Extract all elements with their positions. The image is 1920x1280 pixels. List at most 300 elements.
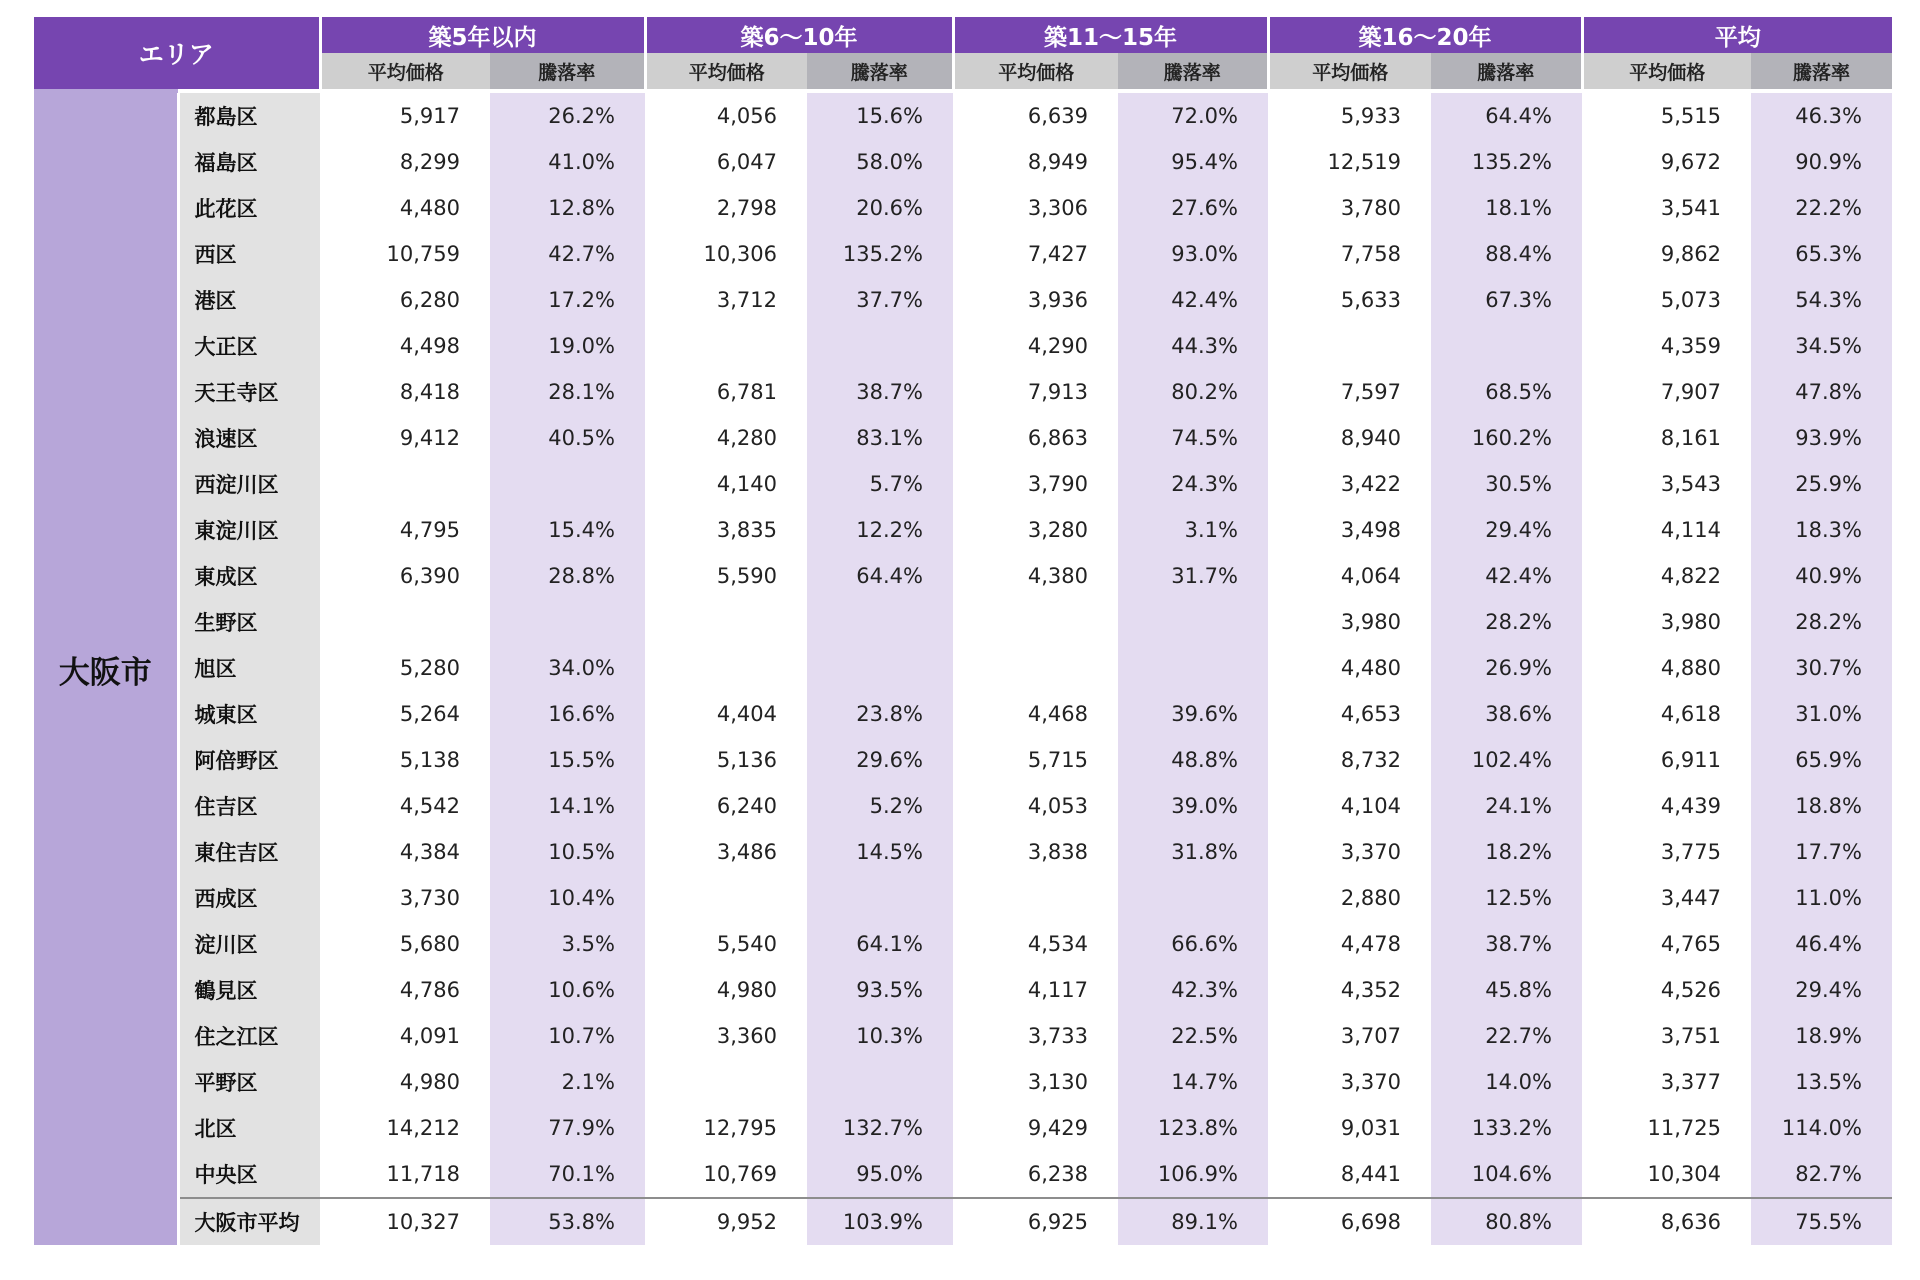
table-row [34, 599, 1892, 645]
rate-cell: 104.6% [1431, 1151, 1582, 1198]
ward-name: 西区 [178, 231, 320, 277]
table-row [34, 921, 1892, 967]
ward-name: 鶴見区 [178, 967, 320, 1013]
price-cell: 10,759 [320, 231, 490, 277]
table-row [34, 139, 1892, 185]
rate-cell: 24.1% [1431, 783, 1582, 829]
price-cell: 6,280 [320, 277, 490, 323]
price-cell [953, 599, 1118, 645]
rate-cell: 13.5% [1751, 1059, 1892, 1105]
rate-cell: 30.7% [1751, 645, 1892, 691]
table-row [34, 369, 1892, 415]
ward-name: 此花区 [178, 185, 320, 231]
price-cell: 8,441 [1268, 1151, 1431, 1198]
rate-cell: 3.5% [490, 921, 645, 967]
rate-cell: 82.7% [1751, 1151, 1892, 1198]
price-cell: 9,672 [1582, 139, 1751, 185]
rate-cell: 64.4% [807, 553, 953, 599]
price-cell: 5,073 [1582, 277, 1751, 323]
group-header-average: 平均 [1582, 17, 1892, 53]
ward-name: 東住吉区 [178, 829, 320, 875]
rate-cell: 17.2% [490, 277, 645, 323]
rate-cell: 29.4% [1431, 507, 1582, 553]
rate-cell: 31.8% [1118, 829, 1268, 875]
rate-cell: 89.1% [1118, 1198, 1268, 1245]
price-cell: 4,053 [953, 783, 1118, 829]
rate-cell: 103.9% [807, 1198, 953, 1245]
price-cell: 7,597 [1268, 369, 1431, 415]
price-cell: 14,212 [320, 1105, 490, 1151]
rate-cell: 135.2% [807, 231, 953, 277]
rate-cell: 47.8% [1751, 369, 1892, 415]
price-cell [320, 461, 490, 507]
ward-name: 旭区 [178, 645, 320, 691]
price-cell: 3,780 [1268, 185, 1431, 231]
rate-cell: 39.0% [1118, 783, 1268, 829]
rate-cell: 22.2% [1751, 185, 1892, 231]
rate-cell: 10.3% [807, 1013, 953, 1059]
price-cell: 3,130 [953, 1059, 1118, 1105]
sub-header-rate: 騰落率 [807, 53, 953, 89]
price-cell: 3,498 [1268, 507, 1431, 553]
price-cell: 3,360 [645, 1013, 807, 1059]
price-cell: 9,952 [645, 1198, 807, 1245]
table-row [34, 1105, 1892, 1151]
rate-cell: 31.0% [1751, 691, 1892, 737]
price-cell: 2,880 [1268, 875, 1431, 921]
rate-cell: 24.3% [1118, 461, 1268, 507]
price-cell: 4,117 [953, 967, 1118, 1013]
price-cell: 8,299 [320, 139, 490, 185]
price-cell: 3,775 [1582, 829, 1751, 875]
rate-cell: 11.0% [1751, 875, 1892, 921]
group-header-11-15y: 築11～15年 [953, 17, 1268, 53]
table-row [34, 415, 1892, 461]
table-row [34, 967, 1892, 1013]
price-cell: 3,790 [953, 461, 1118, 507]
rate-cell: 133.2% [1431, 1105, 1582, 1151]
rate-cell: 90.9% [1751, 139, 1892, 185]
rate-cell: 38.7% [807, 369, 953, 415]
rate-cell: 39.6% [1118, 691, 1268, 737]
rate-cell: 18.3% [1751, 507, 1892, 553]
price-cell: 8,940 [1268, 415, 1431, 461]
price-cell [645, 323, 807, 369]
rate-cell: 80.8% [1431, 1198, 1582, 1245]
price-cell: 4,439 [1582, 783, 1751, 829]
price-cell: 7,913 [953, 369, 1118, 415]
sub-header-price: 平均価格 [953, 53, 1118, 89]
rate-cell: 88.4% [1431, 231, 1582, 277]
rate-cell: 132.7% [807, 1105, 953, 1151]
rate-cell: 31.7% [1118, 553, 1268, 599]
table-row [34, 93, 1892, 139]
rate-cell: 14.0% [1431, 1059, 1582, 1105]
price-cell: 4,468 [953, 691, 1118, 737]
price-cell: 4,352 [1268, 967, 1431, 1013]
rate-cell: 68.5% [1431, 369, 1582, 415]
rate-cell: 28.2% [1751, 599, 1892, 645]
rate-cell: 160.2% [1431, 415, 1582, 461]
rate-cell: 18.8% [1751, 783, 1892, 829]
price-cell: 4,480 [320, 185, 490, 231]
price-cell: 8,636 [1582, 1198, 1751, 1245]
price-cell: 3,751 [1582, 1013, 1751, 1059]
rate-cell: 5.7% [807, 461, 953, 507]
rate-cell: 40.5% [490, 415, 645, 461]
ward-name: 都島区 [178, 93, 320, 139]
price-cell: 3,980 [1268, 599, 1431, 645]
table-row [34, 553, 1892, 599]
rate-cell: 135.2% [1431, 139, 1582, 185]
rate-cell: 15.6% [807, 93, 953, 139]
price-cell: 4,380 [953, 553, 1118, 599]
price-cell: 9,862 [1582, 231, 1751, 277]
rate-cell: 80.2% [1118, 369, 1268, 415]
price-cell: 3,370 [1268, 1059, 1431, 1105]
rate-cell: 22.7% [1431, 1013, 1582, 1059]
price-cell: 6,240 [645, 783, 807, 829]
price-cell: 4,404 [645, 691, 807, 737]
price-cell: 3,835 [645, 507, 807, 553]
rate-cell: 48.8% [1118, 737, 1268, 783]
rate-cell: 27.6% [1118, 185, 1268, 231]
ward-name: 西成区 [178, 875, 320, 921]
rate-cell: 10.4% [490, 875, 645, 921]
price-cell [645, 599, 807, 645]
group-header-6-10y: 築6～10年 [645, 17, 953, 53]
rate-cell: 29.4% [1751, 967, 1892, 1013]
price-cell: 9,429 [953, 1105, 1118, 1151]
price-cell: 5,136 [645, 737, 807, 783]
price-cell: 4,542 [320, 783, 490, 829]
ward-name: 平野区 [178, 1059, 320, 1105]
price-cell: 4,795 [320, 507, 490, 553]
rate-cell: 25.9% [1751, 461, 1892, 507]
table-row [34, 1151, 1892, 1198]
rate-cell: 95.0% [807, 1151, 953, 1198]
rate-cell: 65.3% [1751, 231, 1892, 277]
rate-cell: 28.1% [490, 369, 645, 415]
group-header-within-5y: 築5年以内 [320, 17, 645, 53]
price-cell: 12,519 [1268, 139, 1431, 185]
rate-cell [807, 599, 953, 645]
price-cell: 5,633 [1268, 277, 1431, 323]
rate-cell: 42.3% [1118, 967, 1268, 1013]
price-cell [645, 875, 807, 921]
price-cell: 3,543 [1582, 461, 1751, 507]
price-cell: 6,047 [645, 139, 807, 185]
rate-cell: 14.1% [490, 783, 645, 829]
rate-cell: 93.5% [807, 967, 953, 1013]
rate-cell: 75.5% [1751, 1198, 1892, 1245]
table-row [34, 783, 1892, 829]
price-cell: 6,925 [953, 1198, 1118, 1245]
rate-cell: 83.1% [807, 415, 953, 461]
rate-cell: 42.7% [490, 231, 645, 277]
price-cell: 11,718 [320, 1151, 490, 1198]
rate-cell: 10.7% [490, 1013, 645, 1059]
area-header: エリア [34, 17, 320, 89]
rate-cell [807, 1059, 953, 1105]
price-cell: 3,541 [1582, 185, 1751, 231]
rate-cell: 95.4% [1118, 139, 1268, 185]
rate-cell: 17.7% [1751, 829, 1892, 875]
rate-cell: 77.9% [490, 1105, 645, 1151]
sub-header-price: 平均価格 [1268, 53, 1431, 89]
rate-cell: 10.5% [490, 829, 645, 875]
ward-name: 浪速区 [178, 415, 320, 461]
average-row [34, 1198, 1892, 1245]
price-cell: 4,480 [1268, 645, 1431, 691]
rate-cell: 30.5% [1431, 461, 1582, 507]
rate-cell: 12.8% [490, 185, 645, 231]
price-cell [953, 645, 1118, 691]
sub-header-rate: 騰落率 [1751, 53, 1892, 89]
price-cell: 5,138 [320, 737, 490, 783]
table-row [34, 645, 1892, 691]
price-cell: 6,911 [1582, 737, 1751, 783]
price-cell: 5,917 [320, 93, 490, 139]
ward-name: 阿倍野区 [178, 737, 320, 783]
table-row [34, 1059, 1892, 1105]
rate-cell: 42.4% [1118, 277, 1268, 323]
price-cell: 8,949 [953, 139, 1118, 185]
table-row [34, 277, 1892, 323]
price-cell: 3,980 [1582, 599, 1751, 645]
price-cell: 4,618 [1582, 691, 1751, 737]
rate-cell: 123.8% [1118, 1105, 1268, 1151]
rate-cell: 70.1% [490, 1151, 645, 1198]
price-cell: 6,698 [1268, 1198, 1431, 1245]
rate-cell: 26.2% [490, 93, 645, 139]
rate-cell: 5.2% [807, 783, 953, 829]
price-cell [953, 875, 1118, 921]
table-row [34, 231, 1892, 277]
rate-cell: 29.6% [807, 737, 953, 783]
sub-header-price: 平均価格 [320, 53, 490, 89]
price-cell: 3,422 [1268, 461, 1431, 507]
rate-cell: 15.4% [490, 507, 645, 553]
price-cell: 3,712 [645, 277, 807, 323]
rate-cell: 72.0% [1118, 93, 1268, 139]
price-cell: 5,590 [645, 553, 807, 599]
rate-cell: 18.1% [1431, 185, 1582, 231]
price-cell [320, 599, 490, 645]
rate-cell: 44.3% [1118, 323, 1268, 369]
price-table [34, 17, 1892, 1245]
price-cell: 7,427 [953, 231, 1118, 277]
ward-name: 中央区 [178, 1151, 320, 1198]
price-cell: 3,280 [953, 507, 1118, 553]
rate-cell: 12.2% [807, 507, 953, 553]
price-cell: 8,732 [1268, 737, 1431, 783]
price-cell: 7,758 [1268, 231, 1431, 277]
rate-cell: 18.9% [1751, 1013, 1892, 1059]
price-cell: 4,056 [645, 93, 807, 139]
rate-cell: 93.9% [1751, 415, 1892, 461]
city-label: 大阪市 [34, 93, 178, 1245]
price-cell: 3,838 [953, 829, 1118, 875]
rate-cell [490, 461, 645, 507]
price-cell: 3,936 [953, 277, 1118, 323]
price-cell: 4,359 [1582, 323, 1751, 369]
ward-name: 港区 [178, 277, 320, 323]
ward-name: 西淀川区 [178, 461, 320, 507]
price-cell: 6,639 [953, 93, 1118, 139]
rate-cell: 22.5% [1118, 1013, 1268, 1059]
table-row [34, 737, 1892, 783]
price-cell: 10,306 [645, 231, 807, 277]
rate-cell: 37.7% [807, 277, 953, 323]
rate-cell: 67.3% [1431, 277, 1582, 323]
rate-cell: 65.9% [1751, 737, 1892, 783]
price-cell: 3,707 [1268, 1013, 1431, 1059]
price-cell: 3,447 [1582, 875, 1751, 921]
price-cell: 3,306 [953, 185, 1118, 231]
sub-header-rate: 騰落率 [1431, 53, 1582, 89]
price-cell [645, 645, 807, 691]
rate-cell [807, 875, 953, 921]
rate-cell: 38.7% [1431, 921, 1582, 967]
rate-cell: 26.9% [1431, 645, 1582, 691]
ward-name: 東成区 [178, 553, 320, 599]
price-cell: 7,907 [1582, 369, 1751, 415]
price-cell: 10,769 [645, 1151, 807, 1198]
rate-cell: 58.0% [807, 139, 953, 185]
price-cell: 4,880 [1582, 645, 1751, 691]
rate-cell: 40.9% [1751, 553, 1892, 599]
rate-cell: 54.3% [1751, 277, 1892, 323]
price-cell: 3,486 [645, 829, 807, 875]
price-cell: 4,064 [1268, 553, 1431, 599]
ward-name: 大正区 [178, 323, 320, 369]
sub-header-price: 平均価格 [645, 53, 807, 89]
rate-cell: 64.1% [807, 921, 953, 967]
rate-cell: 23.8% [807, 691, 953, 737]
price-cell: 3,370 [1268, 829, 1431, 875]
price-cell: 4,534 [953, 921, 1118, 967]
price-cell: 5,515 [1582, 93, 1751, 139]
rate-cell: 53.8% [490, 1198, 645, 1245]
rate-cell: 66.6% [1118, 921, 1268, 967]
rate-cell: 16.6% [490, 691, 645, 737]
price-cell: 4,091 [320, 1013, 490, 1059]
rate-cell: 102.4% [1431, 737, 1582, 783]
ward-name: 北区 [178, 1105, 320, 1151]
rate-cell: 64.4% [1431, 93, 1582, 139]
rate-cell: 106.9% [1118, 1151, 1268, 1198]
ward-name: 淀川区 [178, 921, 320, 967]
price-cell: 5,540 [645, 921, 807, 967]
rate-cell: 46.4% [1751, 921, 1892, 967]
sub-header-price: 平均価格 [1582, 53, 1751, 89]
rate-cell [490, 599, 645, 645]
price-cell: 4,140 [645, 461, 807, 507]
rate-cell: 19.0% [490, 323, 645, 369]
rate-cell: 74.5% [1118, 415, 1268, 461]
ward-name: 天王寺区 [178, 369, 320, 415]
price-cell: 6,238 [953, 1151, 1118, 1198]
price-cell: 9,412 [320, 415, 490, 461]
ward-name: 住之江区 [178, 1013, 320, 1059]
rate-cell: 28.2% [1431, 599, 1582, 645]
price-cell: 4,104 [1268, 783, 1431, 829]
price-cell: 4,786 [320, 967, 490, 1013]
price-cell: 3,733 [953, 1013, 1118, 1059]
rate-cell: 45.8% [1431, 967, 1582, 1013]
table-row [34, 829, 1892, 875]
rate-cell: 34.0% [490, 645, 645, 691]
average-label: 大阪市平均 [178, 1198, 320, 1245]
rate-cell [807, 645, 953, 691]
rate-cell: 20.6% [807, 185, 953, 231]
price-cell: 3,730 [320, 875, 490, 921]
price-cell: 5,933 [1268, 93, 1431, 139]
rate-cell: 14.5% [807, 829, 953, 875]
rate-cell [1118, 875, 1268, 921]
table-row [34, 323, 1892, 369]
table-row [34, 1013, 1892, 1059]
price-cell: 6,390 [320, 553, 490, 599]
rate-cell: 2.1% [490, 1059, 645, 1105]
price-cell: 4,384 [320, 829, 490, 875]
price-cell: 4,478 [1268, 921, 1431, 967]
ward-name: 福島区 [178, 139, 320, 185]
rate-cell [1431, 323, 1582, 369]
price-cell: 5,264 [320, 691, 490, 737]
rate-cell: 12.5% [1431, 875, 1582, 921]
price-cell: 9,031 [1268, 1105, 1431, 1151]
price-cell: 8,161 [1582, 415, 1751, 461]
ward-name: 生野区 [178, 599, 320, 645]
rate-cell: 28.8% [490, 553, 645, 599]
price-cell: 3,377 [1582, 1059, 1751, 1105]
table-row [34, 185, 1892, 231]
rate-cell [807, 323, 953, 369]
rate-cell: 14.7% [1118, 1059, 1268, 1105]
rate-cell: 10.6% [490, 967, 645, 1013]
price-cell: 4,290 [953, 323, 1118, 369]
price-cell: 11,725 [1582, 1105, 1751, 1151]
rate-cell: 93.0% [1118, 231, 1268, 277]
price-cell: 4,280 [645, 415, 807, 461]
table-row [34, 461, 1892, 507]
rate-cell: 46.3% [1751, 93, 1892, 139]
price-cell: 12,795 [645, 1105, 807, 1151]
price-cell: 5,280 [320, 645, 490, 691]
price-cell: 4,114 [1582, 507, 1751, 553]
price-cell: 6,781 [645, 369, 807, 415]
rate-cell: 114.0% [1751, 1105, 1892, 1151]
price-cell: 4,526 [1582, 967, 1751, 1013]
ward-name: 住吉区 [178, 783, 320, 829]
rate-cell [1118, 599, 1268, 645]
table-row [34, 507, 1892, 553]
price-cell [645, 1059, 807, 1105]
price-cell: 10,327 [320, 1198, 490, 1245]
rate-cell: 15.5% [490, 737, 645, 783]
price-cell: 5,715 [953, 737, 1118, 783]
rate-cell: 34.5% [1751, 323, 1892, 369]
price-cell: 6,863 [953, 415, 1118, 461]
price-cell: 4,822 [1582, 553, 1751, 599]
rate-cell: 42.4% [1431, 553, 1582, 599]
rate-cell: 18.2% [1431, 829, 1582, 875]
rate-cell [1118, 645, 1268, 691]
price-cell: 4,765 [1582, 921, 1751, 967]
price-cell: 8,418 [320, 369, 490, 415]
